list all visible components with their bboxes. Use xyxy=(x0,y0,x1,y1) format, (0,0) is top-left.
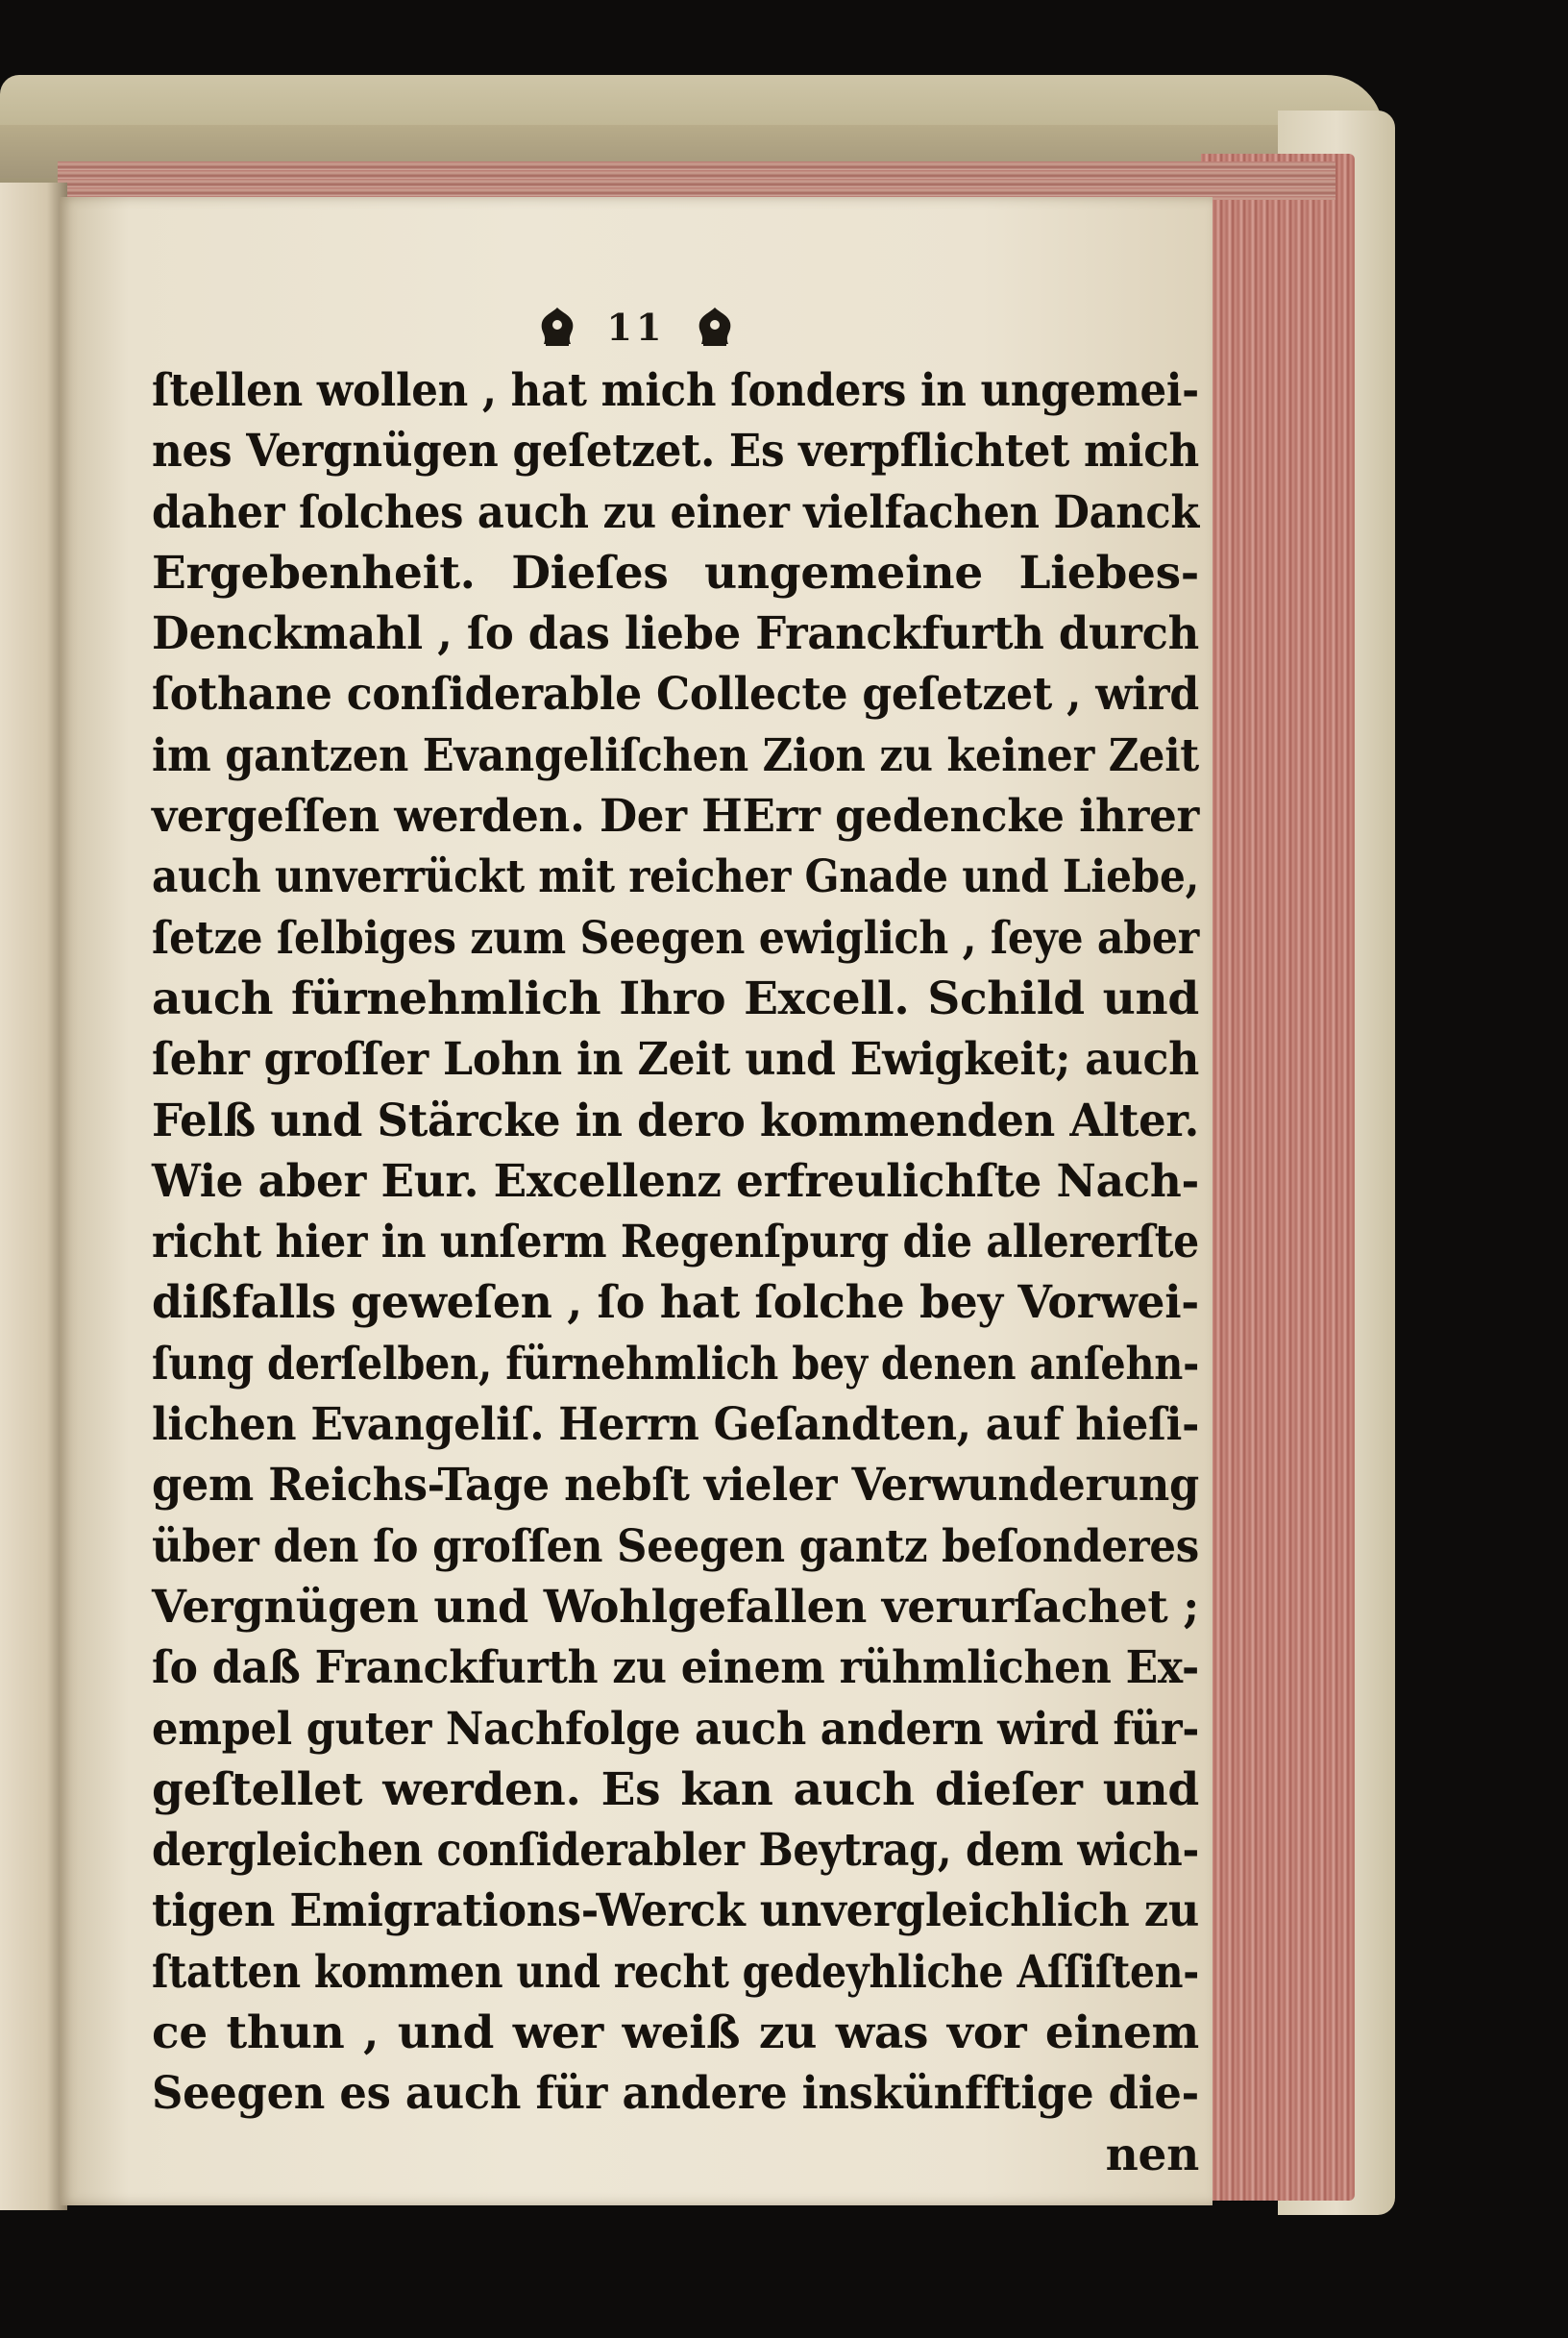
page-edges-side xyxy=(1201,154,1355,2201)
text-line: Seegen es auch für andere inskünfftige die- xyxy=(152,2067,1199,2121)
text-line: geſtellet werden. Es kan auch dieſer und xyxy=(152,1762,1199,1816)
text-line: im gantzen Evangeliſchen Zion zu keiner Zeit xyxy=(152,728,1199,782)
page-edges-top xyxy=(58,161,1335,200)
text-line: lichen Evangeliſ. Herrn Geſandten, auf hieſi- xyxy=(152,1398,1200,1452)
text-line: richt hier in unſerm Regenſpurg die allererſte xyxy=(152,1216,1199,1269)
fleuron-left-icon xyxy=(538,306,576,348)
text-line: ſetze ſelbiges zum Seegen ewiglich , ſeye aber xyxy=(152,911,1199,965)
text-line: ce thun , und wer weiß zu was vor einem xyxy=(152,2006,1199,2060)
text-line: dergleichen conſiderabler Beytrag, dem wich- xyxy=(152,1824,1200,1878)
text-line: gem Reichs-Tage nebſt vieler Verwunderung xyxy=(152,1459,1199,1513)
text-line: daher ſolches auch zu einer vielfachen Danck xyxy=(152,485,1199,539)
text-line: auch fürnehmlich Ihro Excell. Schild und xyxy=(152,972,1199,1025)
text-line: Vergnügen und Wohlgefallen verurſachet ; xyxy=(152,1580,1199,1634)
text-line: nes Vergnügen geſetzet. Es verpflichtet mich xyxy=(152,425,1199,479)
text-line: Felß und Stärcke in dero kommenden Alter. xyxy=(152,1094,1199,1147)
page-number: 11 xyxy=(606,305,666,349)
text-line: ſo daß Franckfurth zu einem rühmlichen Ex- xyxy=(152,1641,1200,1695)
facing-page-sliver xyxy=(0,183,67,2210)
text-line: Ergebenheit. Dieſes ungemeine Liebes- xyxy=(152,546,1199,600)
text-line: ſung derſelben, fürnehmlich bey denen anſehn- xyxy=(152,1337,1200,1390)
book-page xyxy=(60,197,1213,2205)
fleuron-right-icon xyxy=(696,306,734,348)
text-line: Wie aber Eur. Excellenz erfreulichſte Nach- xyxy=(152,1154,1200,1208)
body-text xyxy=(152,360,1199,2185)
page-header xyxy=(60,301,1213,349)
text-line: auch unverrückt mit reicher Gnade und Liebe, xyxy=(152,850,1200,904)
catchword: nen xyxy=(1105,2128,1199,2181)
text-line: ſtellen wollen , hat mich ſonders in ungemei- xyxy=(152,364,1199,417)
text-line: über den ſo groſſen Seegen gantz beſonderes xyxy=(152,1519,1199,1573)
text-line: dißfalls geweſen , ſo hat ſolche bey Vorwei- xyxy=(152,1276,1200,1330)
text-line: ſtatten kommen und recht gedeyhliche Aſſiſten- xyxy=(152,1945,1199,1999)
text-line: vergeſſen werden. Der HErr gedencke ihrer xyxy=(152,790,1200,844)
text-line: ſehr groſſer Lohn in Zeit und Ewigkeit; auch xyxy=(152,1033,1200,1087)
text-line: Denckmahl , ſo das liebe Franckfurth durch xyxy=(152,607,1199,661)
text-line: empel guter Nachfolge auch andern wird für- xyxy=(152,1702,1199,1756)
text-line: ſothane conſiderable Collecte geſetzet , wird xyxy=(152,668,1199,722)
text-line: tigen Emigrations-Werck unvergleichlich zu xyxy=(152,1884,1200,1938)
